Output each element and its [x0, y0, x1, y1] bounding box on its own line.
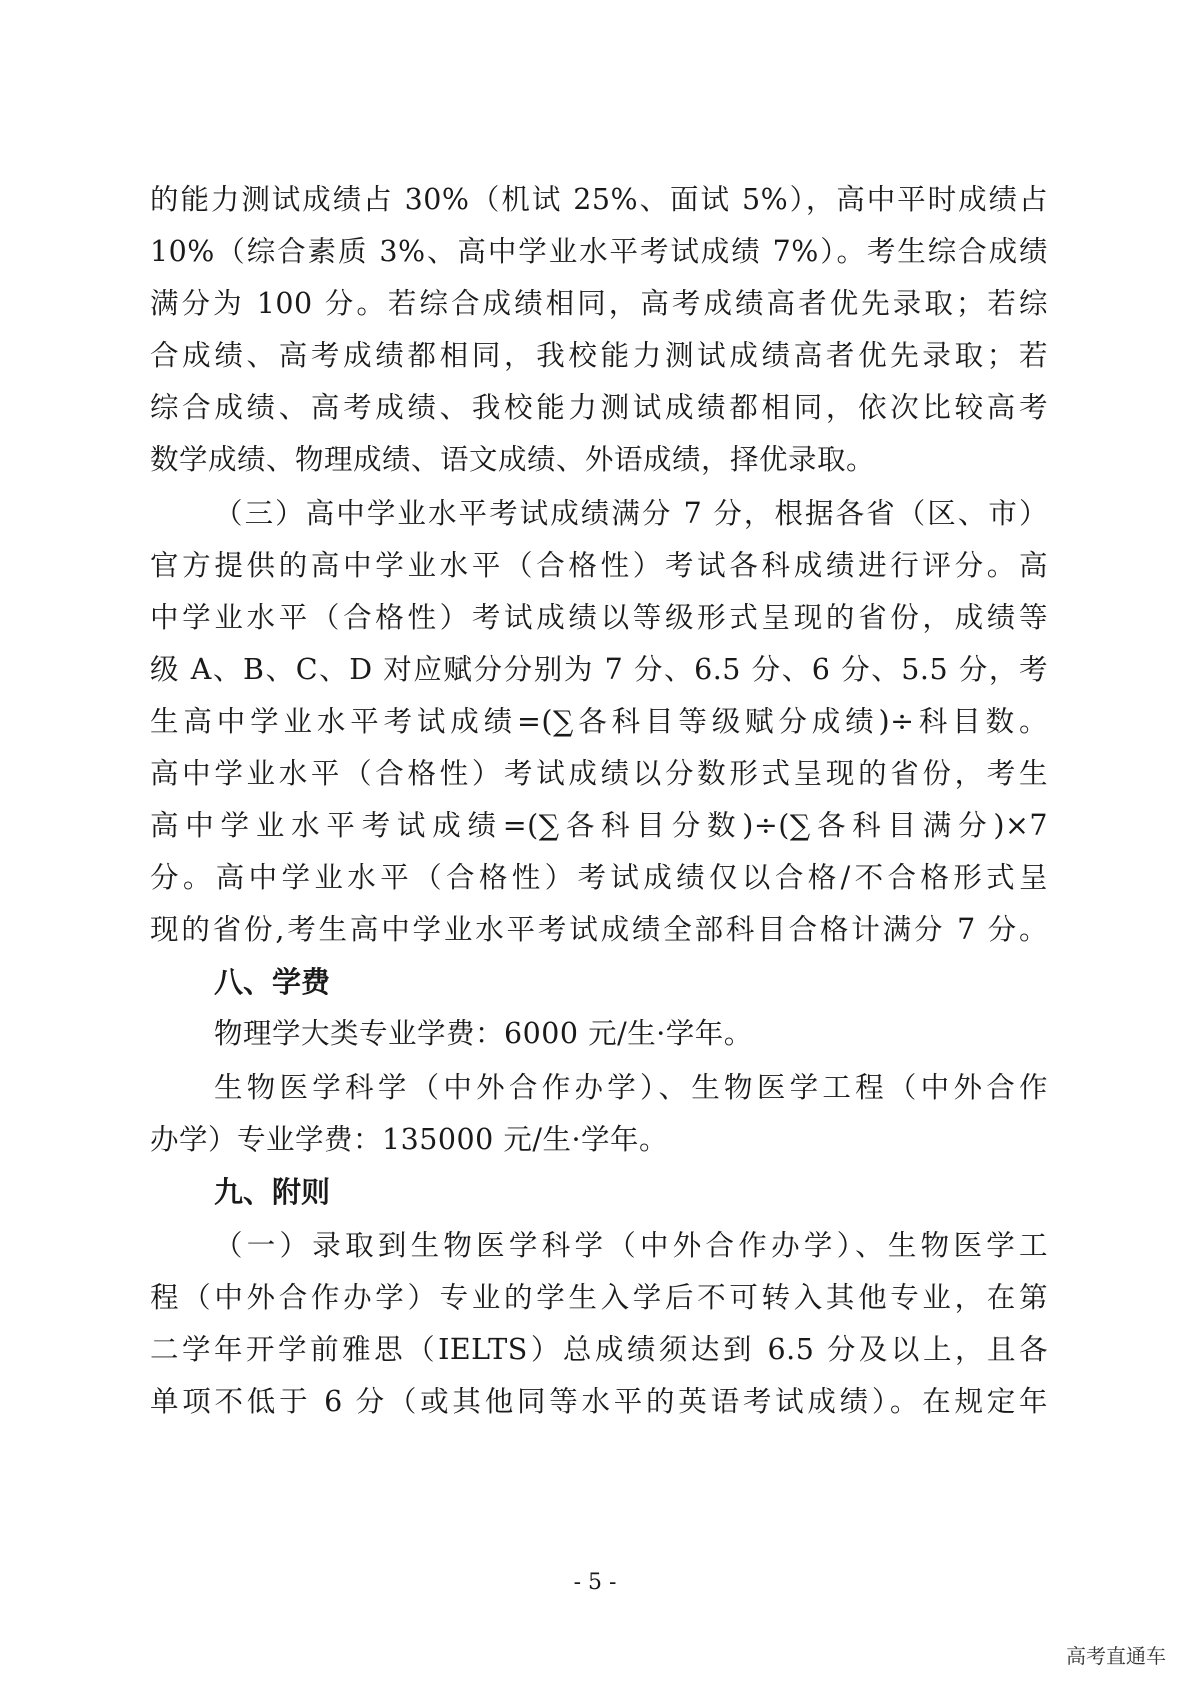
text-line: 10%（综合素质 3%、高中学业水平考试成绩 7%）。考生综合成绩	[150, 235, 1048, 268]
text-line: 合成绩、高考成绩都相同，我校能力测试成绩高者优先录取；若	[150, 339, 1048, 372]
text-line: 办学）专业学费：135000 元/生·学年。	[150, 1123, 669, 1156]
text-line: 综合成绩、高考成绩、我校能力测试成绩都相同，依次比较高考	[150, 391, 1048, 424]
text-line: 物理学大类专业学费：6000 元/生·学年。	[214, 1017, 753, 1050]
text-line: 官方提供的高中学业水平（合格性）考试各科成绩进行评分。高	[150, 549, 1048, 582]
text-line: 二学年开学前雅思（IELTS）总成绩须达到 6.5 分及以上，且各	[150, 1333, 1048, 1366]
watermark: 高考直通车	[1066, 1644, 1166, 1668]
text-line: 单项不低于 6 分（或其他同等水平的英语考试成绩）。在规定年	[150, 1385, 1048, 1418]
text-line: 生高中学业水平考试成绩=(∑各科目等级赋分成绩)÷科目数。	[150, 705, 1048, 738]
section-heading: 八、学费	[214, 965, 331, 999]
text-line: 生物医学科学（中外合作办学）、生物医学工程（中外合作	[214, 1071, 1048, 1104]
page-number: - 5 -	[573, 1570, 617, 1595]
section-heading: 九、附则	[214, 1175, 331, 1209]
text-line: 高中学业水平考试成绩=(∑各科目分数)÷(∑各科目满分)×7	[150, 809, 1048, 842]
text-line: （一）录取到生物医学科学（中外合作办学）、生物医学工	[214, 1229, 1048, 1262]
text-line: 现的省份,考生高中学业水平考试成绩全部科目合格计满分 7 分。	[150, 913, 1048, 946]
text-line: 分。高中学业水平（合格性）考试成绩仅以合格/不合格形式呈	[150, 861, 1048, 894]
text-line: 级 A、B、C、D 对应赋分分别为 7 分、6.5 分、6 分、5.5 分，考	[150, 653, 1048, 686]
text-line: 的能力测试成绩占 30%（机试 25%、面试 5%），高中平时成绩占	[150, 183, 1048, 216]
text-line: 满分为 100 分。若综合成绩相同，高考成绩高者优先录取；若综	[150, 287, 1048, 320]
text-line: （三）高中学业水平考试成绩满分 7 分，根据各省（区、市）	[214, 497, 1048, 530]
text-line: 中学业水平（合格性）考试成绩以等级形式呈现的省份，成绩等	[150, 601, 1048, 634]
text-line: 高中学业水平（合格性）考试成绩以分数形式呈现的省份，考生	[150, 757, 1048, 790]
text-line: 程（中外合作办学）专业的学生入学后不可转入其他专业，在第	[150, 1281, 1048, 1314]
text-line: 数学成绩、物理成绩、语文成绩、外语成绩，择优录取。	[150, 443, 876, 476]
